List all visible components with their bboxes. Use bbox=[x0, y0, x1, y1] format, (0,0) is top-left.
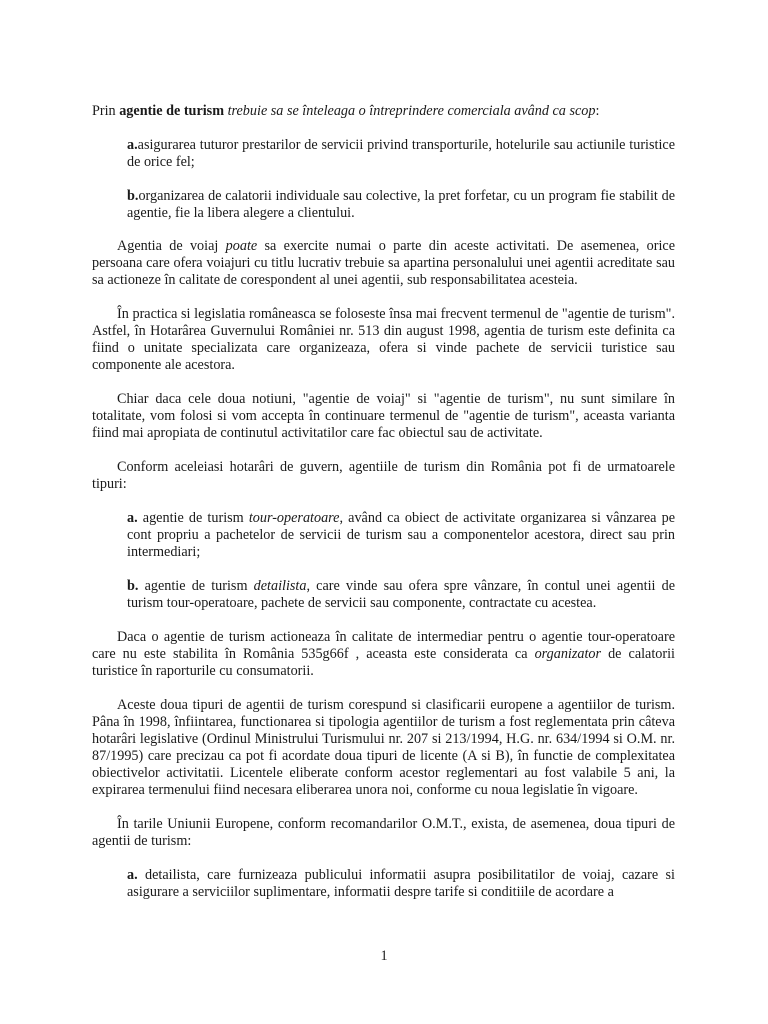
text-run: , având ca obiect de activitate organizarea si vânzarea pe cont propriu a pachetelor de servicii de turism sau a componentelor acestora, direct sau prin intermediari; bbox=[127, 510, 675, 560]
intro-definition: trebuie sa se înteleaga o întreprindere comerciala având ca scop bbox=[224, 103, 596, 119]
document-body bbox=[92, 103, 675, 901]
emphasis-poate: poate bbox=[225, 238, 258, 254]
paragraph-intermediar bbox=[92, 629, 675, 680]
text-run: Agentia de voiaj bbox=[117, 238, 226, 254]
paragraph-practica-legislatia: În practica si legislatia româneasca se foloseste însa mai frecvent termenul de "agentie de turism". Astfel, în Hotarârea Guvernului României nr. 513 din august 1998, agentia de turism este definita ca fiind o unitate specializata care organizeaza, ofera si vinde pachete de servicii turistice sau componente ale acestora. bbox=[92, 306, 675, 373]
paragraph-uniunea-europeana: În tarile Uniunii Europene, conform recomandarilor O.M.T., exista, de asemenea, doua tipuri de agentii de turism: bbox=[92, 816, 675, 849]
text-run: Daca o agentie de turism actioneaza în calitate de intermediar pentru o agentie tour-operatoare care nu este stabilita în România 535g66f , aceasta este considerata ca bbox=[92, 629, 675, 662]
text-run: sa exercite numai o parte din aceste activitati. De asemenea, orice persoana care ofera voiajuri cu titlu lucrativ trebuie sa apartina personalului unei agentii acreditate sau sa actioneze în calitate de corespondent al unei agentii, sub responsabilitatea acesteia. bbox=[92, 238, 675, 288]
text-run: de calatorii turistice în raporturile cu consumatorii. bbox=[92, 646, 675, 679]
intro-colon: : bbox=[595, 103, 600, 119]
paragraph-notiuni: Chiar daca cele doua notiuni, "agentie de voiaj" si "agentie de turism", nu sunt similare în totalitate, vom folosi si vom accepta în continuare termenul de "agentie de turism", aceasta varianta fiind mai apropiata de continutul activitatilor care fac obiectul sau de activitate. bbox=[92, 391, 675, 441]
text-run: , care vinde sau ofera spre vânzare, în contul unei agentii de turism tour-operatoare, pachete de servicii sau componente, contractate cu acestea. bbox=[127, 578, 675, 611]
list-item-a-prestari bbox=[92, 137, 675, 171]
list-item-b-calatorii bbox=[92, 188, 675, 222]
emphasis-tour-operatoare: tour-operatoare bbox=[248, 510, 340, 526]
intro-paragraph bbox=[92, 103, 675, 120]
paragraph-tipuri-agentii: Conform aceleiasi hotarâri de guvern, agentiile de turism din România pot fi de urmatoarele tipuri: bbox=[92, 459, 675, 492]
paragraph-clasificare-europeana: Aceste doua tipuri de agentii de turism corespund si clasificarii europene a agentiilor de turism. Pâna în 1998, înfiintarea, functionarea si tipologia agentiilor de turism a fost reglementata prin câteva hotarâri legislative (Ordinul Ministrului Turismului nr. 207 si 213/1994, H.G. nr. 634/1994 si O.M. nr. 87/1995) care precizau ca pot fi acordate doua tipuri de licente (A si B), în functie de complexitatea obiectivelor activitatii. Licentele eliberate conform acestor reglementari au fost valabile 5 ani, la expirarea termenului fiind necesara eliberarea unora noi, conforme cu noua legislatie în vigoare. bbox=[92, 697, 675, 798]
list-item-a-detailista-ue bbox=[92, 867, 675, 901]
list-marker: b. bbox=[127, 578, 139, 594]
emphasis-detailista: detailista bbox=[253, 578, 307, 594]
list-marker: a. bbox=[127, 510, 138, 526]
list-item-text: detailista, care furnizeaza publicului informatii asupra posibilitatilor de voiaj, cazare si asigurare a serviciilor suplimentare, informatii despre tarife si conditiile de acordare a bbox=[127, 867, 675, 900]
intro-prefix: Prin bbox=[92, 103, 120, 119]
paragraph-agentia-de-voiaj bbox=[92, 238, 675, 289]
list-item-a-tour-operatoare bbox=[92, 510, 675, 561]
list-marker: b. bbox=[127, 188, 139, 204]
page-number: 1 bbox=[380, 948, 388, 964]
list-item-text: asigurarea tuturor prestarilor de servicii privind transporturile, hotelurile sau actiunile turistice de orice fel; bbox=[127, 137, 675, 170]
list-item-b-detailista bbox=[92, 578, 675, 612]
term-agentie-de-turism: agentie de turism bbox=[119, 103, 225, 119]
list-marker: a. bbox=[127, 867, 138, 883]
list-marker: a. bbox=[127, 137, 138, 153]
list-item-text: organizarea de calatorii individuale sau colective, la pret forfetar, cu un program fie stabilit de agentie, fie la libera alegere a clientului. bbox=[127, 188, 675, 221]
text-run: agentie de turism bbox=[138, 578, 254, 594]
text-run: agentie de turism bbox=[137, 510, 249, 526]
emphasis-organizator: organizator bbox=[534, 646, 602, 662]
